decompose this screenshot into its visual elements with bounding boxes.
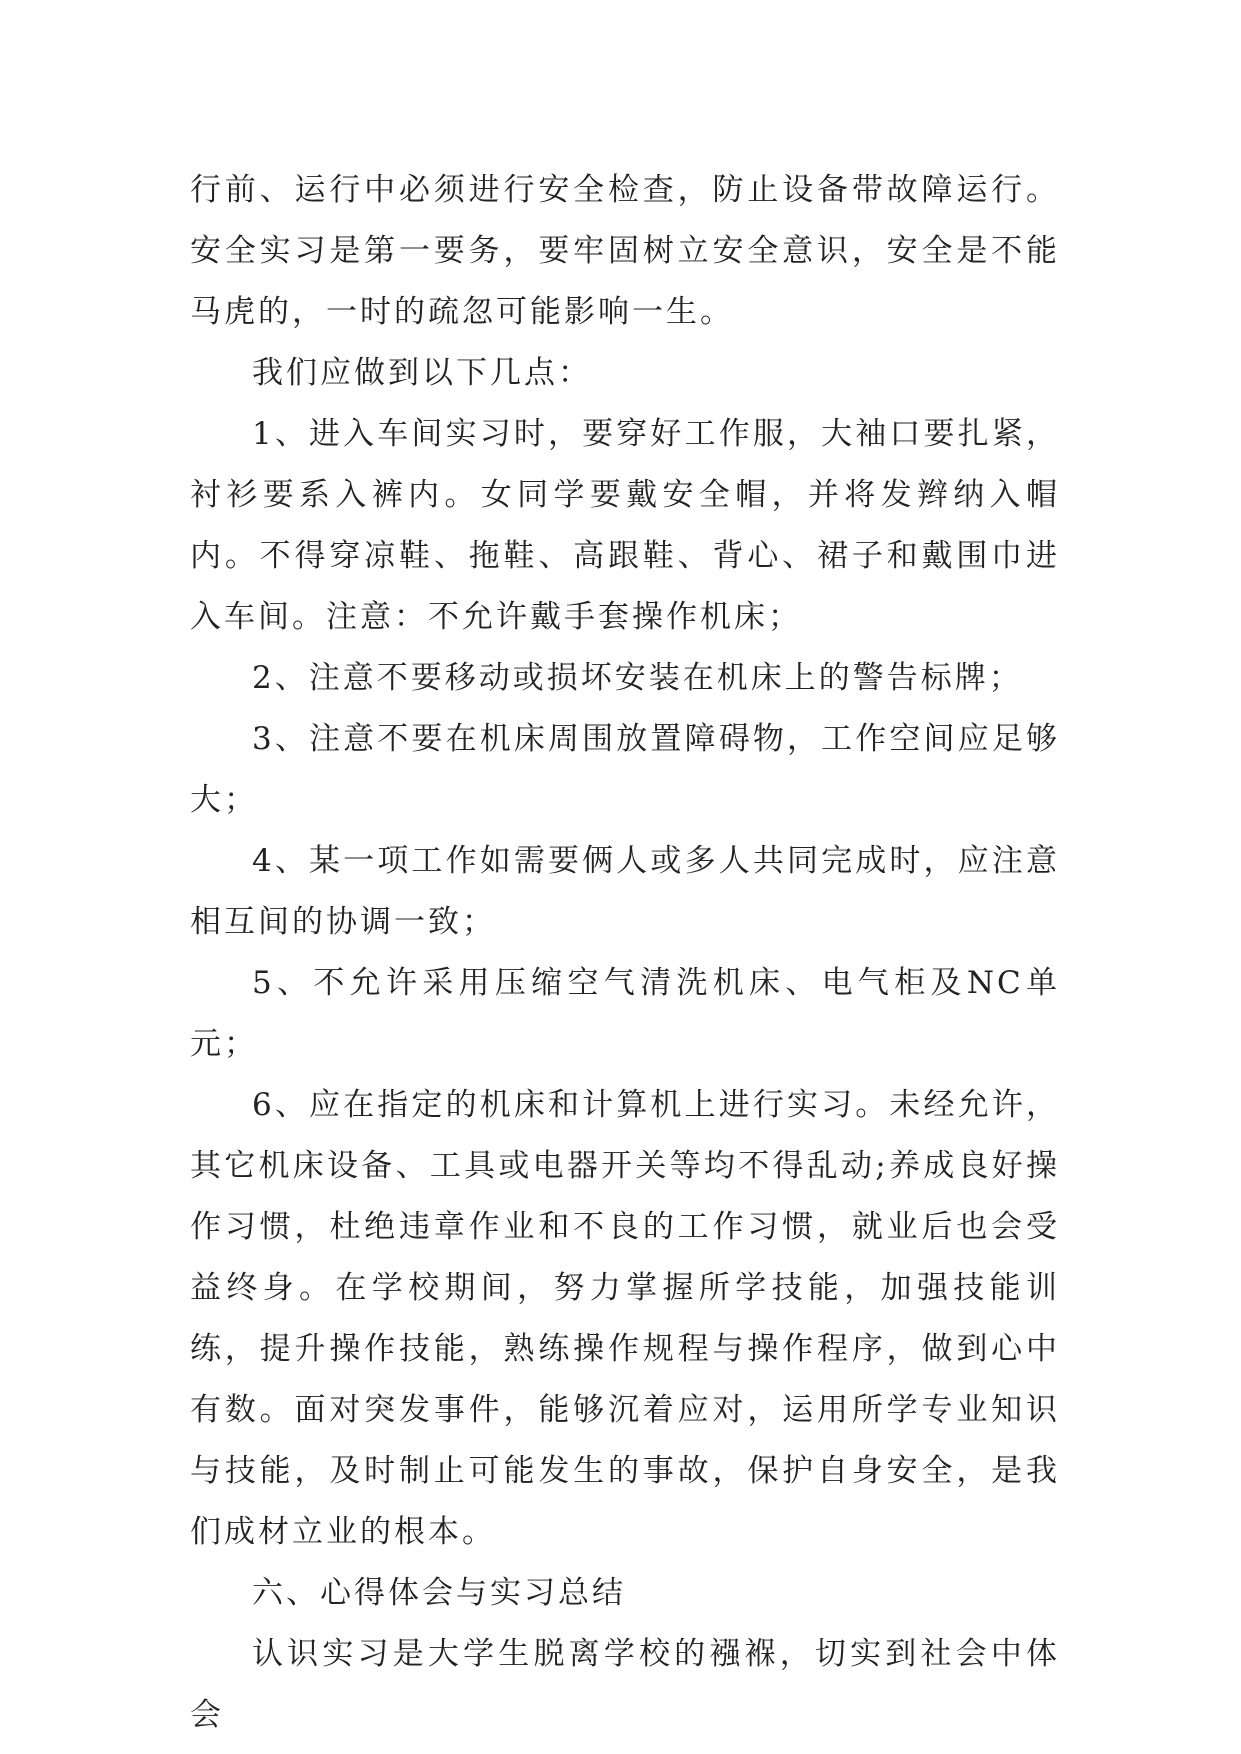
- paragraph-points-intro: 我们应做到以下几点：: [252, 355, 592, 391]
- paragraph-safety-check: 行前、运行中必须进行安全检查，防止设备带故障运行。安全实习是第一要务，要牢固树立安全意识，安全是不能马虎的，一时的疏忽可能影响一生。: [190, 172, 1060, 330]
- paragraph-rule-4: 4、某一项工作如需要俩人或多人共同完成时，应注意相互间的协调一致；: [190, 843, 1060, 940]
- paragraph-rule-6: 6、应在指定的机床和计算机上进行实习。未经允许，其它机床设备、工具或电器开关等均不得乱动;养成良好操作习惯，杜绝违章作业和不良的工作习惯，就业后也会受益终身。在学校期间，努力掌握所学技能，加强技能训练，提升操作技能，熟练操作规程与操作程序，做到心中有数。面对突发事件，能够沉着应对，运用所学专业知识与技能，及时制止可能发生的事故，保护自身安全，是我们成材立业的根本。: [190, 1087, 1060, 1550]
- paragraph-rule-2: 2、注意不要移动或损坏安装在机床上的警告标牌；: [252, 660, 1023, 696]
- paragraph-rule-1: 1、进入车间实习时，要穿好工作服，大袖口要扎紧，衬衫要系入裤内。女同学要戴安全帽，并将发辫纳入帽内。不得穿凉鞋、拖鞋、高跟鞋、背心、裙子和戴围巾进入车间。注意：不允许戴手套操作机床；: [190, 416, 1060, 635]
- document-body: [190, 160, 1060, 1746]
- paragraph-rule-5: 5、不允许采用压缩空气清洗机床、电气柜及NC单元；: [190, 965, 1060, 1062]
- paragraph-summary-start: 认识实习是大学生脱离学校的襁褓，切实到社会中体会: [190, 1636, 1060, 1733]
- section-heading-summary: 六、心得体会与实习总结: [252, 1575, 626, 1611]
- paragraph-rule-3: 3、注意不要在机床周围放置障碍物，工作空间应足够大；: [190, 721, 1060, 818]
